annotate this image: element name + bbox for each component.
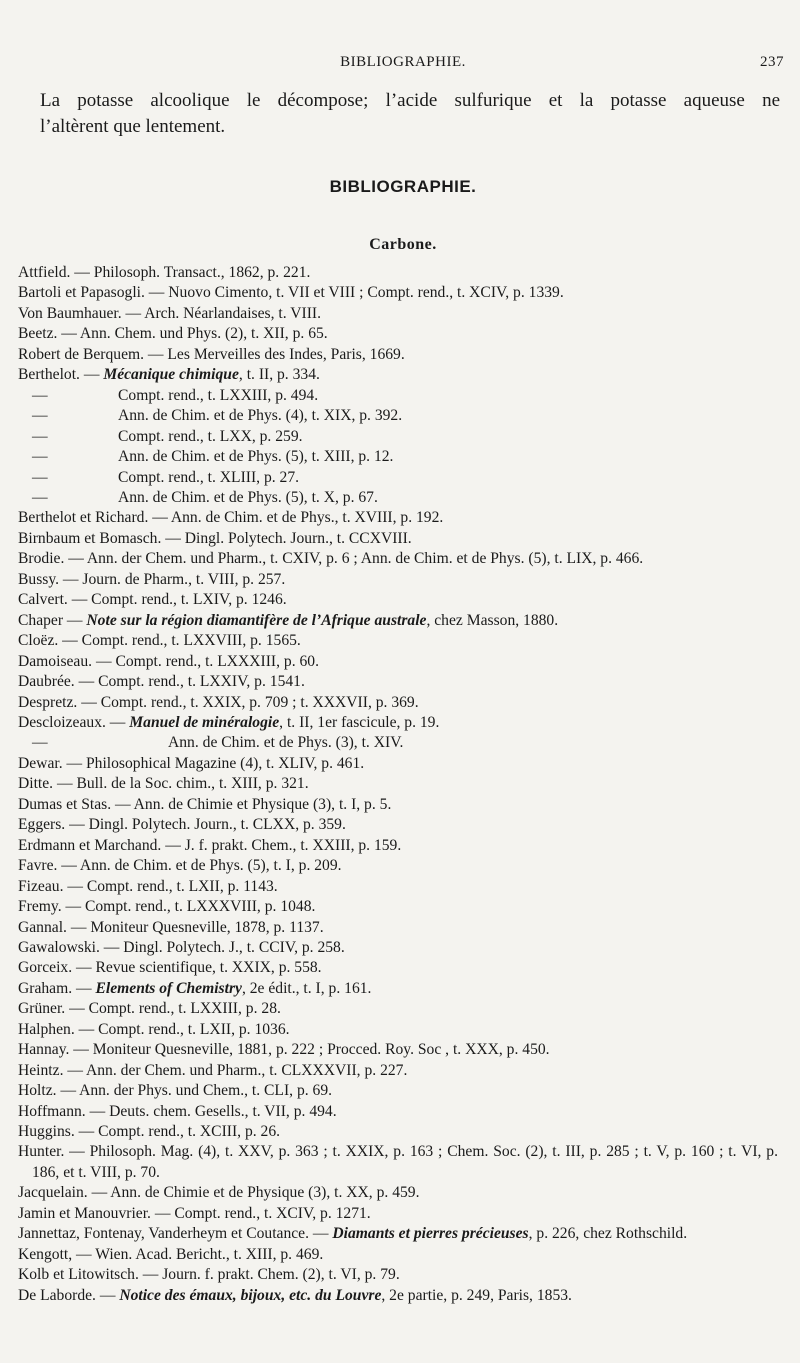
entry-text: Halphen. — Compt. rend., t. LXII, p. 1036. (18, 1020, 290, 1038)
entry-author: Graham. — (18, 979, 96, 997)
entry-text: Robert de Berquem. — Les Merveilles des Indes, Paris, 1669. (18, 345, 405, 363)
bibliography-entry (18, 406, 778, 426)
running-head-title: BIBLIOGRAPHIE. (340, 54, 466, 70)
entry-text: Gawalowski. — Dingl. Polytech. J., t. CCIV, p. 258. (18, 938, 345, 956)
entry-author: Descloizeaux. — (18, 713, 130, 731)
bibliography-entry (18, 958, 778, 978)
entry-reference: , 2e édit., t. I, p. 161. (241, 979, 372, 997)
entry-text: Hunter. — Philosoph. Mag. (4), t. XXV, p. 363 ; t. XXIX, p. 163 ; Chem. Soc. (2), t. III, p. 285 ; t. V, p. 160 ; t. VI, p. 186, et t. VIII, p. 70. (18, 1143, 778, 1181)
bibliography-entry (18, 733, 778, 753)
bibliography-entry (18, 713, 778, 733)
bibliography-entry (18, 488, 778, 508)
entry-text: Holtz. — Ann. der Phys. und Chem., t. CLI, p. 69. (18, 1082, 333, 1100)
running-head (18, 54, 788, 76)
bibliography-entry (18, 549, 778, 569)
entry-title: Elements of Chemistry (95, 979, 242, 997)
bibliography-entry (18, 897, 778, 917)
entry-text: Fremy. — Compt. rend., t. LXXXVIII, p. 1048. (18, 898, 316, 916)
bibliography-entry (18, 590, 778, 610)
bibliography-entry (18, 611, 778, 631)
bibliography-entry (18, 754, 778, 774)
bibliography-entry (18, 631, 778, 651)
entry-reference: , chez Masson, 1880. (426, 611, 559, 629)
entry-title: Manuel de minéralogie (129, 713, 280, 731)
bibliography-entry (18, 672, 778, 692)
intro-line: La potasse alcoolique le décompose; l’acide sulfurique et la potasse aqueuse ne (40, 90, 780, 111)
entry-text: Gorceix. — Revue scientifique, t. XXIX, p. 558. (18, 959, 322, 977)
entry-text: Hannay. — Moniteur Quesneville, 1881, p. 222 ; Procced. Roy. Soc , t. XXX, p. 450. (18, 1041, 550, 1059)
bibliography-entry (18, 693, 778, 713)
bibliography-entry (18, 1061, 778, 1081)
bibliography-entry (18, 304, 778, 324)
entry-text: Kolb et Litowitsch. — Journ. f. prakt. Chem. (2), t. VI, p. 79. (18, 1266, 400, 1284)
bibliography-entry (18, 1245, 778, 1265)
bibliography-entry (18, 324, 778, 344)
entry-reference: , 2e partie, p. 249, Paris, 1853. (381, 1286, 572, 1304)
bibliography-entry (18, 774, 778, 794)
bibliography-entry (18, 1224, 778, 1244)
bibliography-entry (18, 447, 778, 467)
entry-text: Gannal. — Moniteur Quesneville, 1878, p. 1137. (18, 918, 324, 936)
ditto-dash: — (32, 386, 48, 404)
bibliography-entry (18, 1204, 778, 1224)
bibliography-entry (18, 918, 778, 938)
entry-title: Mécanique chimique (103, 366, 239, 384)
bibliography-entry (18, 570, 778, 590)
bibliography-entry (18, 1183, 778, 1203)
entry-text: Bartoli et Papasogli. — Nuovo Cimento, t. VII et VIII ; Compt. rend., t. XCIV, p. 1339. (18, 284, 564, 302)
intro-line: l’altèrent que lentement. (40, 116, 226, 137)
entry-title: Diamants et pierres précieuses (332, 1225, 529, 1243)
entry-text: Berthelot et Richard. — Ann. de Chim. et de Phys., t. XVIII, p. 192. (18, 509, 444, 527)
entry-text: Calvert. — Compt. rend., t. LXIV, p. 1246. (18, 591, 287, 609)
bibliography-entry (18, 283, 778, 303)
ditto-dash: — (32, 448, 48, 466)
entry-text: Damoiseau. — Compt. rend., t. LXXXIII, p. 60. (18, 652, 319, 670)
bibliography-entry (18, 877, 778, 897)
bibliography-entry (18, 999, 778, 1019)
entry-text: Ann. de Chim. et de Phys. (4), t. XIX, p. 392. (118, 407, 403, 425)
bibliography-entry (18, 263, 778, 283)
bibliography-entry (18, 1122, 778, 1142)
entry-text: Grüner. — Compt. rend., t. LXXIII, p. 28. (18, 1000, 281, 1018)
bibliography-entry (18, 529, 778, 549)
ditto-dash: — (32, 427, 48, 445)
bibliography-entry (18, 1020, 778, 1040)
entry-text: Von Baumhauer. — Arch. Néarlandaises, t. VIII. (18, 304, 321, 322)
entry-text: Compt. rend., t. XLIII, p. 27. (118, 468, 300, 486)
entry-text: Attfield. — Philosoph. Transact., 1862, p. 221. (18, 264, 311, 281)
page-number: 237 (760, 54, 784, 70)
bibliography-entry (18, 508, 778, 528)
bibliography-entry (18, 938, 778, 958)
entry-author: Berthelot. — (18, 366, 104, 384)
entry-text: Bussy. — Journ. de Pharm., t. VIII, p. 257. (18, 570, 286, 588)
bibliography-entry (18, 427, 778, 447)
bibliography-entry (18, 1040, 778, 1060)
entry-text: Hoffmann. — Deuts. chem. Gesells., t. VII, p. 494. (18, 1102, 337, 1120)
entry-text: Eggers. — Dingl. Polytech. Journ., t. CLXX, p. 359. (18, 816, 346, 834)
document-page (18, 0, 788, 1363)
entry-reference: , p. 226, chez Rothschild. (528, 1225, 688, 1243)
bibliography-entry (18, 815, 778, 835)
entry-reference: , t. II, 1er fascicule, p. 19. (279, 713, 440, 731)
entry-text: Cloëz. — Compt. rend., t. LXXVIII, p. 1565. (18, 632, 301, 650)
entry-text: Dewar. — Philosophical Magazine (4), t. XLIV, p. 461. (18, 754, 365, 772)
entry-reference: , t. II, p. 334. (238, 366, 320, 384)
ditto-dash: — (32, 488, 48, 506)
bibliography-entry (18, 1102, 778, 1122)
entry-text: Ann. de Chim. et de Phys. (5), t. X, p. 67. (118, 488, 378, 506)
entry-text: Compt. rend., t. LXXIII, p. 494. (118, 386, 319, 404)
entry-text: Ditte. — Bull. de la Soc. chim., t. XIII, p. 321. (18, 775, 309, 793)
bibliography-entry (18, 386, 778, 406)
entry-text: Dumas et Stas. — Ann. de Chimie et Physique (3), t. I, p. 5. (18, 795, 392, 813)
entry-text: Huggins. — Compt. rend., t. XCIII, p. 26. (18, 1123, 281, 1141)
entry-author: Jannettaz, Fontenay, Vanderheym et Coutance. — (18, 1225, 333, 1243)
bibliography-entry (18, 1142, 778, 1183)
entry-text: Kengott, — Wien. Acad. Bericht., t. XIII, p. 469. (18, 1245, 324, 1263)
entry-text: Birnbaum et Bomasch. — Dingl. Polytech. Journ., t. CCXVIII. (18, 529, 412, 547)
bibliography-entry (18, 1081, 778, 1101)
entry-text: Fizeau. — Compt. rend., t. LXII, p. 1143. (18, 877, 278, 895)
bibliography-entry (18, 345, 778, 365)
bibliography-entry (18, 795, 778, 815)
ditto-dash: — (32, 468, 48, 486)
bibliography-entry (18, 652, 778, 672)
ditto-dash: — (32, 734, 48, 752)
entry-text: Jamin et Manouvrier. — Compt. rend., t. XCIV, p. 1271. (18, 1204, 371, 1222)
entry-title: Note sur la région diamantifère de l’Afrique australe (86, 611, 427, 629)
section-title: BIBLIOGRAPHIE. (329, 177, 477, 196)
bibliography-entry (18, 979, 778, 999)
intro-paragraph (40, 88, 780, 140)
entry-text: Despretz. — Compt. rend., t. XXIX, p. 709 ; t. XXXVII, p. 369. (18, 693, 419, 711)
ditto-dash: — (32, 407, 48, 425)
entry-text: Compt. rend., t. LXX, p. 259. (118, 427, 303, 445)
bibliography-list (18, 263, 778, 1306)
bibliography-entry (18, 365, 778, 385)
bibliography-entry (18, 468, 778, 488)
bibliography-entry (18, 836, 778, 856)
entry-text: Jacquelain. — Ann. de Chimie et de Physique (3), t. XX, p. 459. (18, 1184, 420, 1202)
entry-author: Chaper — (18, 611, 87, 629)
entry-text: Erdmann et Marchand. — J. f. prakt. Chem., t. XXIII, p. 159. (18, 836, 402, 854)
entry-author: De Laborde. — (18, 1286, 120, 1304)
entry-text: Beetz. — Ann. Chem. und Phys. (2), t. XII, p. 65. (18, 325, 328, 343)
subsection-title: Carbone. (369, 236, 437, 253)
entry-text: Favre. — Ann. de Chim. et de Phys. (5), t. I, p. 209. (18, 857, 342, 875)
entry-text: Ann. de Chim. et de Phys. (5), t. XIII, p. 12. (118, 448, 394, 466)
bibliography-entry (18, 1265, 778, 1285)
entry-text: Daubrée. — Compt. rend., t. LXXIV, p. 1541. (18, 673, 305, 691)
entry-text: Brodie. — Ann. der Chem. und Pharm., t. CXIV, p. 6 ; Ann. de Chim. et de Phys. (5), t. LIX, p. 466. (18, 550, 644, 568)
entry-text: Heintz. — Ann. der Chem. und Pharm., t. CLXXXVII, p. 227. (18, 1061, 408, 1079)
bibliography-entry (18, 1286, 778, 1306)
entry-text: Ann. de Chim. et de Phys. (3), t. XIV. (168, 734, 404, 752)
entry-title: Notice des émaux, bijoux, etc. du Louvre (119, 1286, 382, 1304)
bibliography-entry (18, 856, 778, 876)
